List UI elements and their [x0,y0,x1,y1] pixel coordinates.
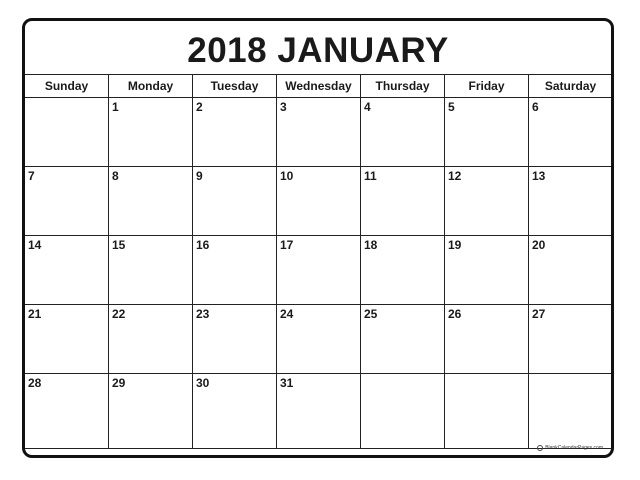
week-row [25,167,613,236]
day-cell [361,236,445,305]
day-cell [529,167,613,236]
day-number: 18 [364,238,378,252]
day-cell [277,98,361,167]
day-number: 27 [532,307,546,321]
weekday-header-tuesday: Tuesday [193,75,277,98]
day-cell [361,305,445,374]
day-cell [277,305,361,374]
day-cell [445,98,529,167]
calendar-grid [24,74,613,449]
day-number: 10 [280,169,294,183]
weekday-header-wednesday: Wednesday [277,75,361,98]
day-number: 8 [112,169,119,183]
day-cell [445,374,529,449]
week-row [25,305,613,374]
weekday-header-saturday: Saturday [529,75,613,98]
day-cell [25,98,109,167]
calendar-title: 2018 JANUARY [187,31,449,70]
day-number: 11 [364,169,377,183]
day-number: 20 [532,238,546,252]
weekday-header-row [25,75,613,98]
day-cell [25,236,109,305]
day-number: 28 [28,376,42,390]
day-number: 6 [532,100,539,114]
day-cell [109,374,193,449]
day-cell [529,236,613,305]
day-cell [109,98,193,167]
week-row [25,236,613,305]
day-cell [445,305,529,374]
day-number: 31 [280,376,294,390]
day-number: 2 [196,100,203,114]
day-cell [109,167,193,236]
day-number: 4 [364,100,371,114]
day-number: 26 [448,307,462,321]
day-number: 17 [280,238,294,252]
weekday-header-sunday: Sunday [25,75,109,98]
day-number: 9 [196,169,203,183]
day-number: 16 [196,238,210,252]
calendar-frame [22,18,614,458]
day-cell [109,236,193,305]
day-cell [529,374,613,449]
copyright-logo-icon [537,445,543,451]
weekday-header-monday: Monday [109,75,193,98]
day-number: 14 [28,238,42,252]
day-cell [277,167,361,236]
day-cell [529,305,613,374]
day-cell [109,305,193,374]
week-row [25,98,613,167]
day-number: 22 [112,307,126,321]
day-number: 13 [532,169,546,183]
day-cell [193,167,277,236]
day-cell [445,236,529,305]
day-cell [193,305,277,374]
day-cell [193,374,277,449]
day-number: 21 [28,307,42,321]
day-number: 25 [364,307,378,321]
day-number: 29 [112,376,126,390]
day-cell [25,167,109,236]
day-number: 15 [112,238,126,252]
day-number: 3 [280,100,287,114]
day-cell [361,167,445,236]
day-number: 5 [448,100,455,114]
day-cell [277,236,361,305]
day-number: 7 [28,169,35,183]
footer-credit-text: BlankCalendarPages.com [545,445,603,451]
day-cell [277,374,361,449]
day-number: 24 [280,307,294,321]
weekday-header-thursday: Thursday [361,75,445,98]
day-cell [25,305,109,374]
day-number: 12 [448,169,462,183]
day-cell [193,98,277,167]
day-number: 19 [448,238,462,252]
day-number: 30 [196,376,210,390]
day-cell [25,374,109,449]
day-number: 1 [112,100,119,114]
day-cell [361,98,445,167]
day-cell [445,167,529,236]
day-cell [529,98,613,167]
weekday-header-friday: Friday [445,75,529,98]
day-cell [361,374,445,449]
week-row [25,374,613,449]
day-number: 23 [196,307,210,321]
day-cell [193,236,277,305]
footer-credit [537,445,603,451]
